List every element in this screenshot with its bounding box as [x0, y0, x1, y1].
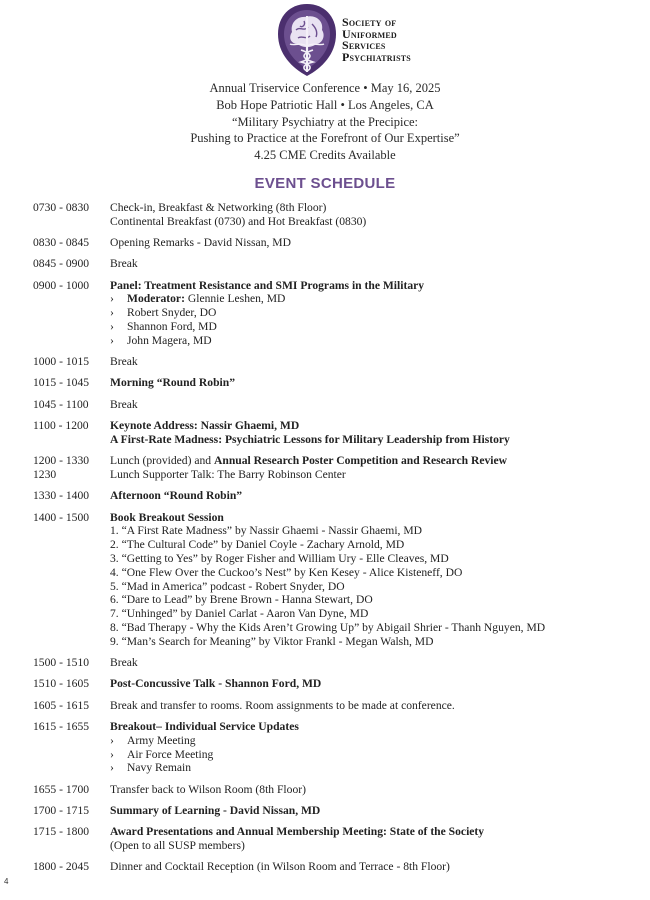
- service-meeting-name: Navy Remain: [127, 761, 192, 775]
- time-secondary: 1230: [33, 467, 57, 481]
- session-text: [110, 454, 633, 468]
- time-slot: 0830 - 0845: [33, 236, 90, 250]
- cme-credits-line: 4.25 CME Credits Available: [254, 148, 396, 163]
- time-slot: 1400 - 1500: [33, 510, 90, 524]
- schedule-row: [33, 236, 633, 250]
- session-content: [110, 454, 633, 482]
- conference-date-line: Annual Triservice Conference • May 16, 2025: [209, 81, 441, 95]
- time-slot: 1015 - 1045: [33, 376, 90, 390]
- session-title: Panel: Treatment Resistance and SMI Programs in the Military: [110, 278, 425, 292]
- venue-line: Bob Hope Patriotic Hall • Los Angeles, CA: [216, 97, 434, 112]
- service-meeting-item: [110, 748, 633, 762]
- schedule-row: [33, 376, 633, 390]
- schedule-row: [33, 699, 633, 713]
- schedule-row: [33, 355, 633, 369]
- book-item: 2. “The Cultural Code” by Daniel Coyle - Zachary Arnold, MD: [110, 538, 405, 552]
- schedule-title: EVENT SCHEDULE: [254, 175, 396, 192]
- time-slot: 1500 - 1510: [33, 656, 90, 670]
- session-title: Award Presentations and Annual Membership Meeting: State of the Society: [110, 825, 485, 839]
- event-schedule: [33, 201, 633, 882]
- session-content: [110, 419, 633, 447]
- session-title: Annual Research Poster Competition and Research Review: [214, 454, 508, 468]
- time-slot: 0845 - 0900: [33, 257, 90, 271]
- schedule-row: [33, 398, 633, 412]
- conference-info: [0, 80, 650, 164]
- chevron-right-icon: ›: [110, 333, 114, 347]
- session-text: Break: [110, 257, 138, 271]
- schedule-row: [33, 783, 633, 797]
- service-meeting-name: Air Force Meeting: [127, 747, 214, 761]
- time-slot: 1100 - 1200: [33, 419, 89, 433]
- org-name-line: Uniformed: [342, 26, 397, 41]
- chevron-right-icon: ›: [110, 306, 114, 320]
- book-item: 8. “Bad Therapy - Why the Kids Aren’t Growing Up” by Abigail Shrier - Thanh Nguyen, MD: [110, 620, 546, 634]
- chevron-right-icon: ›: [110, 761, 114, 775]
- session-title: Keynote Address: Nassir Ghaemi, MD: [110, 419, 300, 433]
- schedule-row: [33, 511, 633, 649]
- session-content: [110, 511, 633, 649]
- session-text: Break: [110, 355, 138, 369]
- chevron-right-icon: ›: [110, 747, 114, 761]
- theme-line: Pushing to Practice at the Forefront of Our Expertise”: [190, 131, 460, 146]
- session-detail: Lunch Supporter Talk: The Barry Robinson Center: [110, 467, 346, 481]
- session-text: Transfer back to Wilson Room (8th Floor): [110, 782, 306, 796]
- panelist-item: [110, 334, 633, 348]
- panelist-item: [110, 320, 633, 334]
- service-meeting-item: [110, 761, 633, 775]
- schedule-row: [33, 825, 633, 853]
- panelist-name: John Magera, MD: [127, 333, 212, 347]
- page-number: 4: [4, 877, 9, 886]
- time-slot: [33, 454, 110, 482]
- time-slot: 1615 - 1655: [33, 719, 90, 733]
- schedule-row: [33, 257, 633, 271]
- book-item: 1. “A First Rate Madness” by Nassir Ghaemi - Nassir Ghaemi, MD: [110, 524, 423, 538]
- session-text: Check-in, Breakfast & Networking (8th Floor): [110, 201, 327, 214]
- time-slot: 1715 - 1800: [33, 825, 90, 839]
- session-content: [110, 825, 633, 853]
- panelist-name: Robert Snyder, DO: [127, 306, 217, 320]
- time-slot: 1510 - 1605: [33, 677, 90, 691]
- session-title: Breakout– Individual Service Updates: [110, 719, 299, 733]
- schedule-row: [33, 656, 633, 670]
- time-slot: 0900 - 1000: [33, 278, 90, 292]
- time-slot: 1800 - 2045: [33, 860, 90, 874]
- schedule-row: [33, 419, 633, 447]
- book-item: 4. “One Flew Over the Cuckoo’s Nest” by Ken Kesey - Alice Kisteneff, DO: [110, 565, 463, 579]
- schedule-row: [33, 454, 633, 482]
- schedule-row: [33, 677, 633, 691]
- service-meeting-name: Army Meeting: [127, 733, 196, 747]
- session-title: Morning “Round Robin”: [110, 376, 235, 390]
- book-item: 9. “Man’s Search for Meaning” by Viktor Frankl - Megan Walsh, MD: [110, 634, 434, 648]
- session-text: Break: [110, 656, 138, 670]
- session-text: Break and transfer to rooms. Room assignments to be made at conference.: [110, 698, 455, 712]
- session-content: [110, 201, 633, 229]
- session-title: Afternoon “Round Robin”: [110, 489, 243, 503]
- session-text: Break: [110, 397, 138, 411]
- schedule-row: [33, 201, 633, 229]
- book-item: 7. “Unhinged” by Daniel Carlat - Aaron Van Dyne, MD: [110, 607, 369, 621]
- moderator-name: Glennie Leshen, MD: [184, 292, 286, 306]
- panel-moderator: [110, 292, 633, 306]
- session-title: Post-Concussive Talk - Shannon Ford, MD: [110, 677, 322, 691]
- schedule-row: [33, 860, 633, 874]
- org-name-line: Services: [342, 38, 386, 52]
- time-slot: 1330 - 1400: [33, 489, 90, 503]
- session-title: Summary of Learning - David Nissan, MD: [110, 803, 321, 817]
- keynote-title: A First-Rate Madness: Psychiatric Lessons for Military Leadership from History: [110, 432, 510, 446]
- chevron-right-icon: ›: [110, 320, 114, 334]
- chevron-right-icon: ›: [110, 292, 114, 306]
- session-content: [110, 720, 633, 775]
- schedule-row: [33, 720, 633, 775]
- organization-name: [342, 17, 411, 63]
- schedule-row: [33, 804, 633, 818]
- time-slot: 1045 - 1100: [33, 397, 89, 411]
- book-item: 5. “Mad in America” podcast - Robert Snyder, DO: [110, 579, 345, 593]
- time-range: 1200 - 1330: [33, 454, 90, 468]
- panelist-name: Shannon Ford, MD: [127, 320, 217, 334]
- schedule-row: [33, 279, 633, 348]
- caduceus-brain-emblem-icon: [276, 2, 338, 78]
- session-content: [110, 279, 633, 348]
- moderator-label: Moderator:: [127, 292, 185, 306]
- time-slot: 1605 - 1615: [33, 698, 90, 712]
- chevron-right-icon: ›: [110, 733, 114, 747]
- session-text: Dinner and Cocktail Reception (in Wilson Room and Terrace - 8th Floor): [110, 860, 450, 874]
- time-slot: 1655 - 1700: [33, 782, 90, 796]
- session-detail: (Open to all SUSP members): [110, 838, 245, 852]
- schedule-row: [33, 489, 633, 503]
- time-slot: 1700 - 1715: [33, 803, 90, 817]
- theme-line: “Military Psychiatry at the Precipice:: [231, 114, 419, 129]
- time-slot: 1000 - 1015: [33, 355, 90, 369]
- session-text: Opening Remarks - David Nissan, MD: [110, 236, 291, 250]
- service-meeting-item: [110, 734, 633, 748]
- session-text-prefix: Lunch (provided) and: [110, 454, 214, 468]
- session-detail: Continental Breakfast (0730) and Hot Breakfast (0830): [110, 214, 367, 228]
- book-item: 6. “Dare to Lead” by Brene Brown - Hanna Stewart, DO: [110, 593, 373, 607]
- time-slot: 0730 - 0830: [33, 201, 90, 214]
- org-name-line: Society of: [342, 15, 397, 29]
- org-name-line: Psychiatrists: [342, 49, 411, 64]
- session-title: Book Breakout Session: [110, 510, 224, 524]
- book-item: 3. “Getting to Yes” by Roger Fisher and William Ury - Elle Cleaves, MD: [110, 551, 449, 565]
- panelist-item: [110, 306, 633, 320]
- society-logo: [276, 2, 411, 78]
